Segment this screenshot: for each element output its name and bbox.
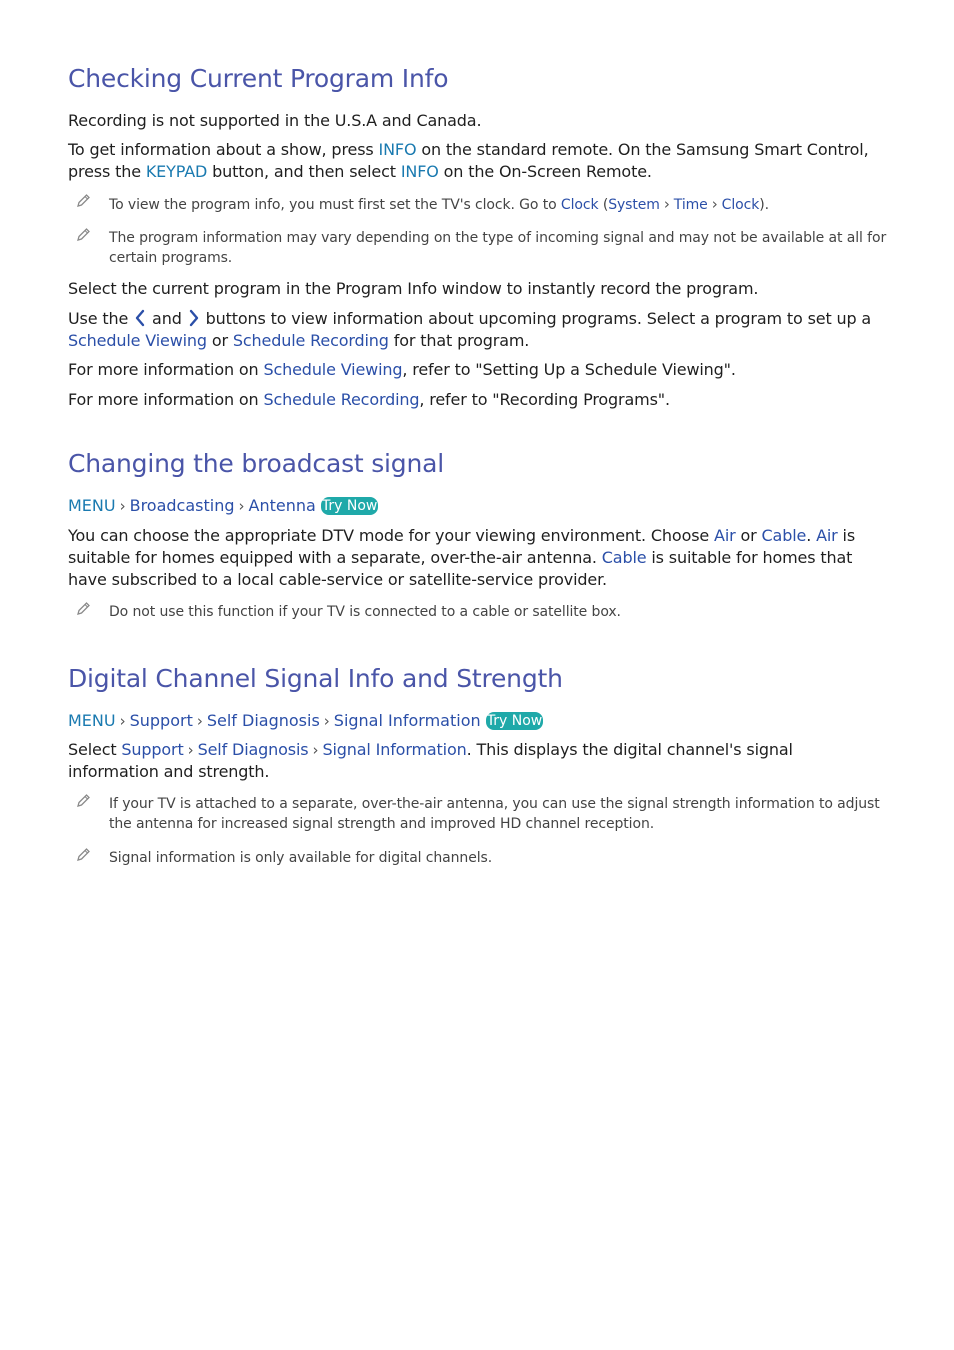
keyword-clock: Clock	[721, 197, 760, 213]
text: or	[735, 526, 762, 545]
chevron-right-icon: ›	[196, 712, 203, 730]
keyword-schedule-viewing: Schedule Viewing	[263, 360, 403, 379]
keyword-schedule-recording: Schedule Recording	[263, 390, 420, 409]
text: and	[147, 309, 187, 328]
section-broadcast-signal	[68, 449, 888, 479]
text: Signal information is only available for digital channels.	[109, 850, 493, 866]
path-antenna: Antenna	[248, 496, 316, 515]
note	[68, 228, 888, 268]
keyword-clock: Clock	[560, 197, 599, 213]
text: buttons to view information about upcoming programs. Select a program to set up a	[200, 309, 872, 328]
section-program-info	[68, 64, 888, 94]
paragraph	[68, 389, 888, 411]
keyword-air: Air	[714, 526, 736, 545]
path-self-diagnosis: Self Diagnosis	[206, 711, 320, 730]
breadcrumb	[68, 495, 888, 517]
path-support: Support	[129, 711, 193, 730]
text: (	[598, 197, 609, 213]
pencil-icon	[74, 846, 92, 864]
pencil-icon	[74, 792, 92, 810]
section-title: Changing the broadcast signal	[68, 449, 444, 478]
chevron-right-icon: ›	[187, 741, 194, 759]
text: , refer to "Setting Up a Schedule Viewing".	[402, 360, 736, 379]
chevron-right-icon: ›	[312, 741, 319, 759]
menu-path	[68, 710, 888, 732]
dtv-mode-description	[68, 525, 888, 591]
path-menu: MENU	[68, 711, 116, 730]
path-menu: MENU	[68, 496, 116, 515]
text: Select	[68, 740, 122, 759]
section-title: Digital Channel Signal Info and Strength	[68, 664, 563, 693]
chevron-right-icon: ›	[711, 195, 718, 213]
text: If your TV is attached to a separate, over-the-air antenna, you can use the signal strength information to adjust the antenna for increased signal strength and improved HD channel reception.	[109, 796, 880, 832]
keyword-time: Time	[673, 197, 708, 213]
text: is suitable for homes that have subscribed to a local cable-service or satellite-service provider.	[68, 548, 853, 589]
keyword-air: Air	[816, 526, 838, 545]
pencil-icon	[74, 600, 92, 618]
navigation-instructions	[68, 308, 888, 352]
paragraph	[68, 139, 888, 183]
note-item	[68, 228, 888, 268]
text: or	[206, 331, 233, 350]
pencil-icon	[74, 192, 92, 210]
chevron-right-icon	[187, 309, 201, 327]
breadcrumb	[68, 710, 888, 732]
text: on the standard remote. On the Samsung Smart Control, press the	[68, 140, 869, 181]
keyword-schedule-recording: Schedule Recording	[232, 331, 389, 350]
schedule-recording-ref	[68, 389, 888, 411]
text: For more information on	[68, 360, 264, 379]
keyword-self-diagnosis: Self Diagnosis	[197, 740, 309, 759]
text: on the On-Screen Remote.	[438, 162, 652, 181]
text: is suitable for homes equipped with a separate, over-the-air antenna.	[68, 526, 856, 567]
try-now-button[interactable]: Try Now	[321, 498, 378, 514]
try-now-button[interactable]: Try Now	[486, 713, 543, 729]
text: Do not use this function if your TV is connected to a cable or satellite box.	[109, 604, 621, 620]
path-signal-information: Signal Information	[333, 711, 481, 730]
keyword-cable: Cable	[761, 526, 807, 545]
keyword-info: INFO	[378, 140, 417, 159]
keyword-info: INFO	[400, 162, 439, 181]
text: To get information about a show, press	[68, 140, 379, 159]
chevron-right-icon: ›	[119, 497, 126, 515]
section-title: Checking Current Program Info	[68, 64, 449, 93]
paragraph	[68, 278, 888, 300]
keyword-system: System	[608, 197, 660, 213]
chevron-right-icon: ›	[119, 712, 126, 730]
keyword-signal-information: Signal Information	[322, 740, 467, 759]
paragraph	[68, 739, 888, 783]
recording-note: Recording is not supported in the U.S.A and Canada.	[68, 111, 482, 130]
paragraph	[68, 525, 888, 591]
text: ).	[759, 197, 769, 213]
pencil-icon	[74, 226, 92, 244]
text: for that program.	[388, 331, 530, 350]
text: button, and then select	[207, 162, 401, 181]
path-broadcasting: Broadcasting	[129, 496, 235, 515]
keyword-keypad: KEYPAD	[145, 162, 208, 181]
paragraph	[68, 359, 888, 381]
chevron-right-icon: ›	[238, 497, 245, 515]
chevron-right-icon: ›	[663, 195, 670, 213]
signal-info-description	[68, 739, 888, 783]
paragraph	[68, 308, 888, 352]
note	[68, 194, 888, 215]
keyword-cable: Cable	[601, 548, 647, 567]
text: The program information may vary depending on the type of incoming signal and may not be available at all for certain programs.	[109, 230, 887, 266]
text: You can choose the appropriate DTV mode for your viewing environment. Choose	[68, 526, 715, 545]
text: . This displays the digital channel's signal information and strength.	[68, 740, 793, 781]
text: To view the program info, you must first set the TV's clock. Go to	[109, 197, 561, 213]
note	[68, 848, 888, 868]
menu-path	[68, 495, 888, 517]
note-item	[68, 602, 888, 622]
note-item	[68, 194, 888, 215]
text: For more information on	[68, 390, 264, 409]
text: Use the	[68, 309, 134, 328]
note-item	[68, 848, 888, 868]
chevron-right-icon: ›	[323, 712, 330, 730]
info-instructions	[68, 139, 888, 183]
section-signal-info	[68, 664, 888, 694]
note	[68, 794, 888, 834]
record-instructions: Select the current program in the Program Info window to instantly record the program.	[68, 279, 759, 298]
note	[68, 602, 888, 622]
keyword-support: Support	[121, 740, 184, 759]
chevron-left-icon	[133, 309, 147, 327]
note-item	[68, 794, 888, 834]
text: , refer to "Recording Programs".	[419, 390, 670, 409]
paragraph	[68, 110, 888, 132]
schedule-viewing-ref	[68, 359, 888, 381]
text: .	[806, 526, 817, 545]
keyword-schedule-viewing: Schedule Viewing	[68, 331, 207, 350]
